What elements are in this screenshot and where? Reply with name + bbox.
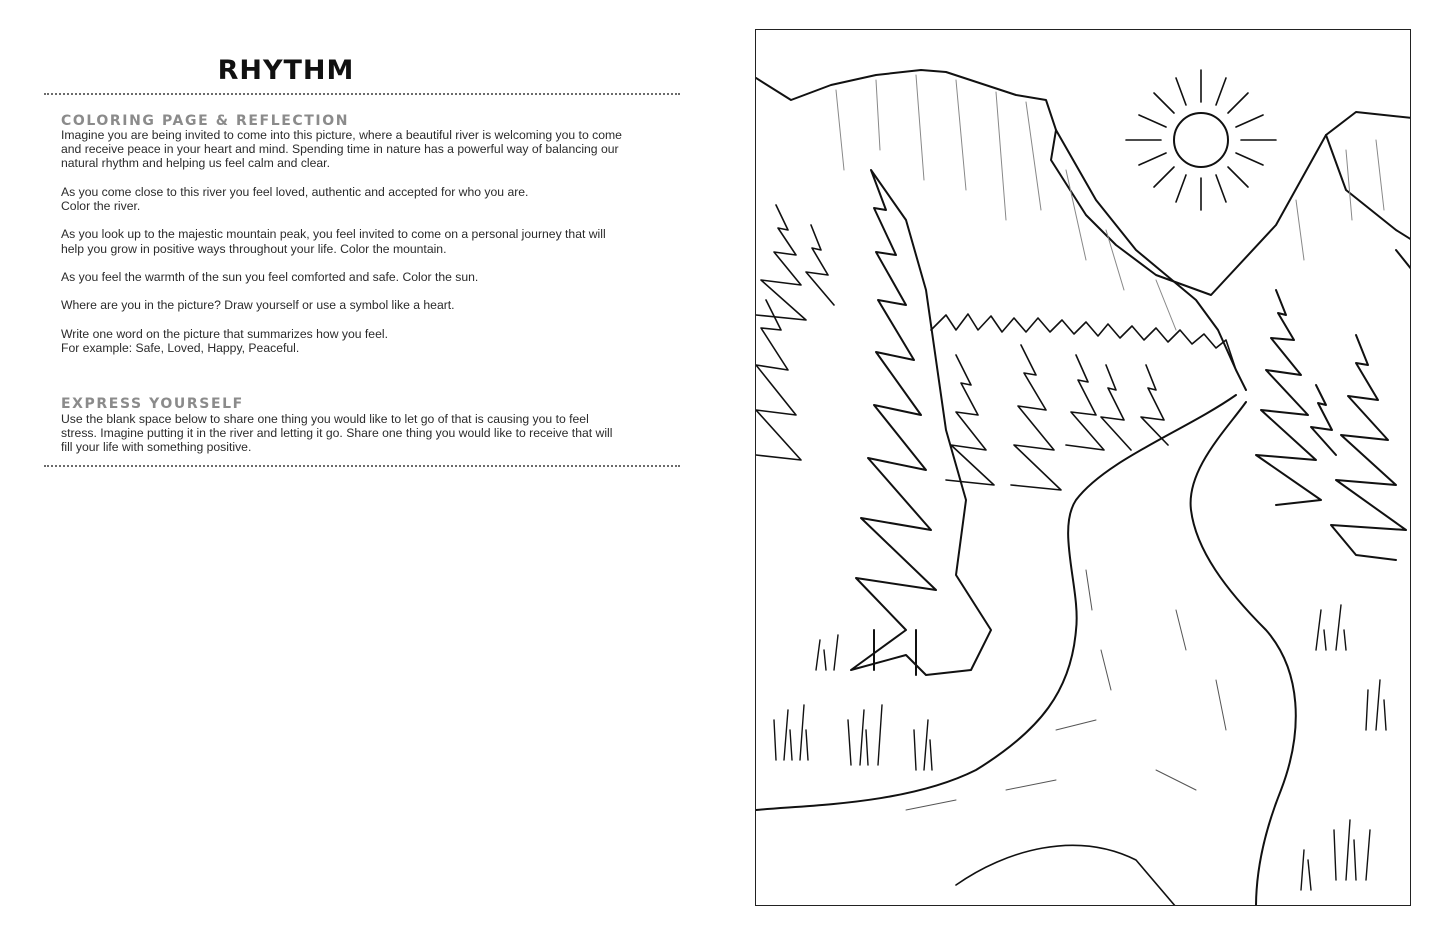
reflection-paragraph: As you look up to the majestic mountain peak, you feel invited to come on a personal journey that will help you grow in positive ways throughout your life. Color the mountain. (61, 227, 606, 256)
express-text (61, 412, 673, 469)
reflection-page (44, 0, 680, 935)
coloring-illustration[interactable] (755, 29, 1411, 906)
grass-icon (774, 605, 1386, 890)
river-icon (756, 395, 1296, 906)
reflection-heading: COLORING PAGE & REFLECTION (61, 113, 350, 129)
reflection-text (61, 128, 673, 369)
express-heading: EXPRESS YOURSELF (61, 396, 244, 412)
bottom-dotted-divider (44, 465, 680, 467)
pine-tree-icon (851, 170, 991, 675)
pine-tree-icon (756, 205, 834, 460)
top-dotted-divider (44, 93, 680, 95)
reflection-paragraph: Imagine you are being invited to come into this picture, where a beautiful river is welcoming you to come and receive peace in your heart and mind. Spending time in nature has a powerful way of balancing our natural rhythm and helping us feel calm and clear. (61, 128, 622, 171)
mountain-icon (756, 70, 1411, 390)
landscape-drawing (756, 30, 1411, 906)
reflection-paragraph: Write one word on the picture that summarizes how you feel. For example: Safe, Loved, Happy, Peaceful. (61, 326, 388, 355)
pine-tree-icon (1256, 250, 1411, 560)
pine-tree-icon (931, 314, 1236, 370)
reflection-paragraph: As you come close to this river you feel loved, authentic and accepted for who you are. Color the river. (61, 184, 529, 213)
reflection-paragraph: As you feel the warmth of the sun you feel comforted and safe. Color the sun. (61, 269, 479, 284)
express-paragraph: Use the blank space below to share one thing you would like to let go of that is causing you to feel stress. Imagine putting it in the river and letting it go. Share one thing you would like to receive that will fill your life with something positive. (61, 412, 613, 455)
page-title: RHYTHM (217, 55, 355, 86)
reflection-paragraph: Where are you in the picture? Draw yourself or use a symbol like a heart. (61, 298, 455, 313)
sun-icon (1126, 70, 1276, 210)
pine-tree-icon (946, 345, 1168, 490)
